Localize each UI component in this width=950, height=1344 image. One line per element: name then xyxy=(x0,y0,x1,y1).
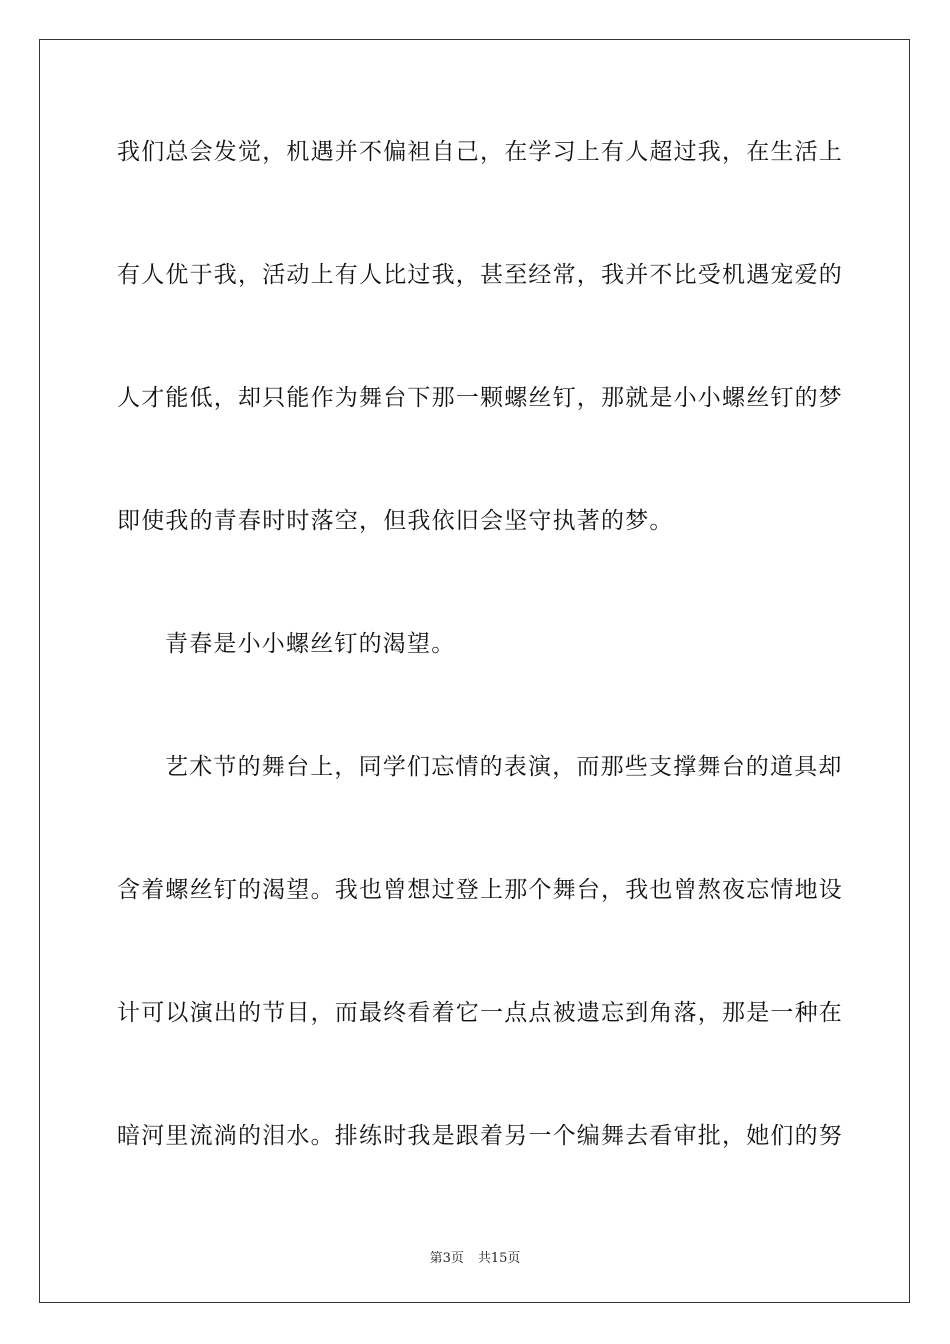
page-border xyxy=(39,39,910,1303)
page-footer xyxy=(0,1247,950,1266)
page-total: 共15页 xyxy=(477,1251,521,1266)
body-line-2: 有人优于我，活动上有人比过我，甚至经常，我并不比受机遇宠爱的 xyxy=(117,262,843,288)
body-line-8: 计可以演出的节目，而最终看着它一点点被遗忘到角落，那是一种在 xyxy=(117,1000,843,1026)
body-line-9: 暗河里流淌的泪水。排练时我是跟着另一个编舞去看审批，她们的努 xyxy=(117,1123,843,1149)
body-line-6: 艺术节的舞台上，同学们忘情的表演，而那些支撑舞台的道具却 xyxy=(165,754,843,780)
body-line-5: 青春是小小螺丝钉的渴望。 xyxy=(165,631,456,657)
body-line-4: 即使我的青春时时落空，但我依旧会坚守执著的梦。 xyxy=(117,508,674,534)
body-line-7: 含着螺丝钉的渴望。我也曾想过登上那个舞台，我也曾熬夜忘情地设 xyxy=(117,877,843,903)
body-line-3: 人才能低，却只能作为舞台下那一颗螺丝钉，那就是小小螺丝钉的梦 xyxy=(117,385,843,411)
body-line-1: 我们总会发觉，机遇并不偏袒自己，在学习上有人超过我，在生活上 xyxy=(117,139,843,165)
page-number: 第3页 xyxy=(429,1251,464,1266)
